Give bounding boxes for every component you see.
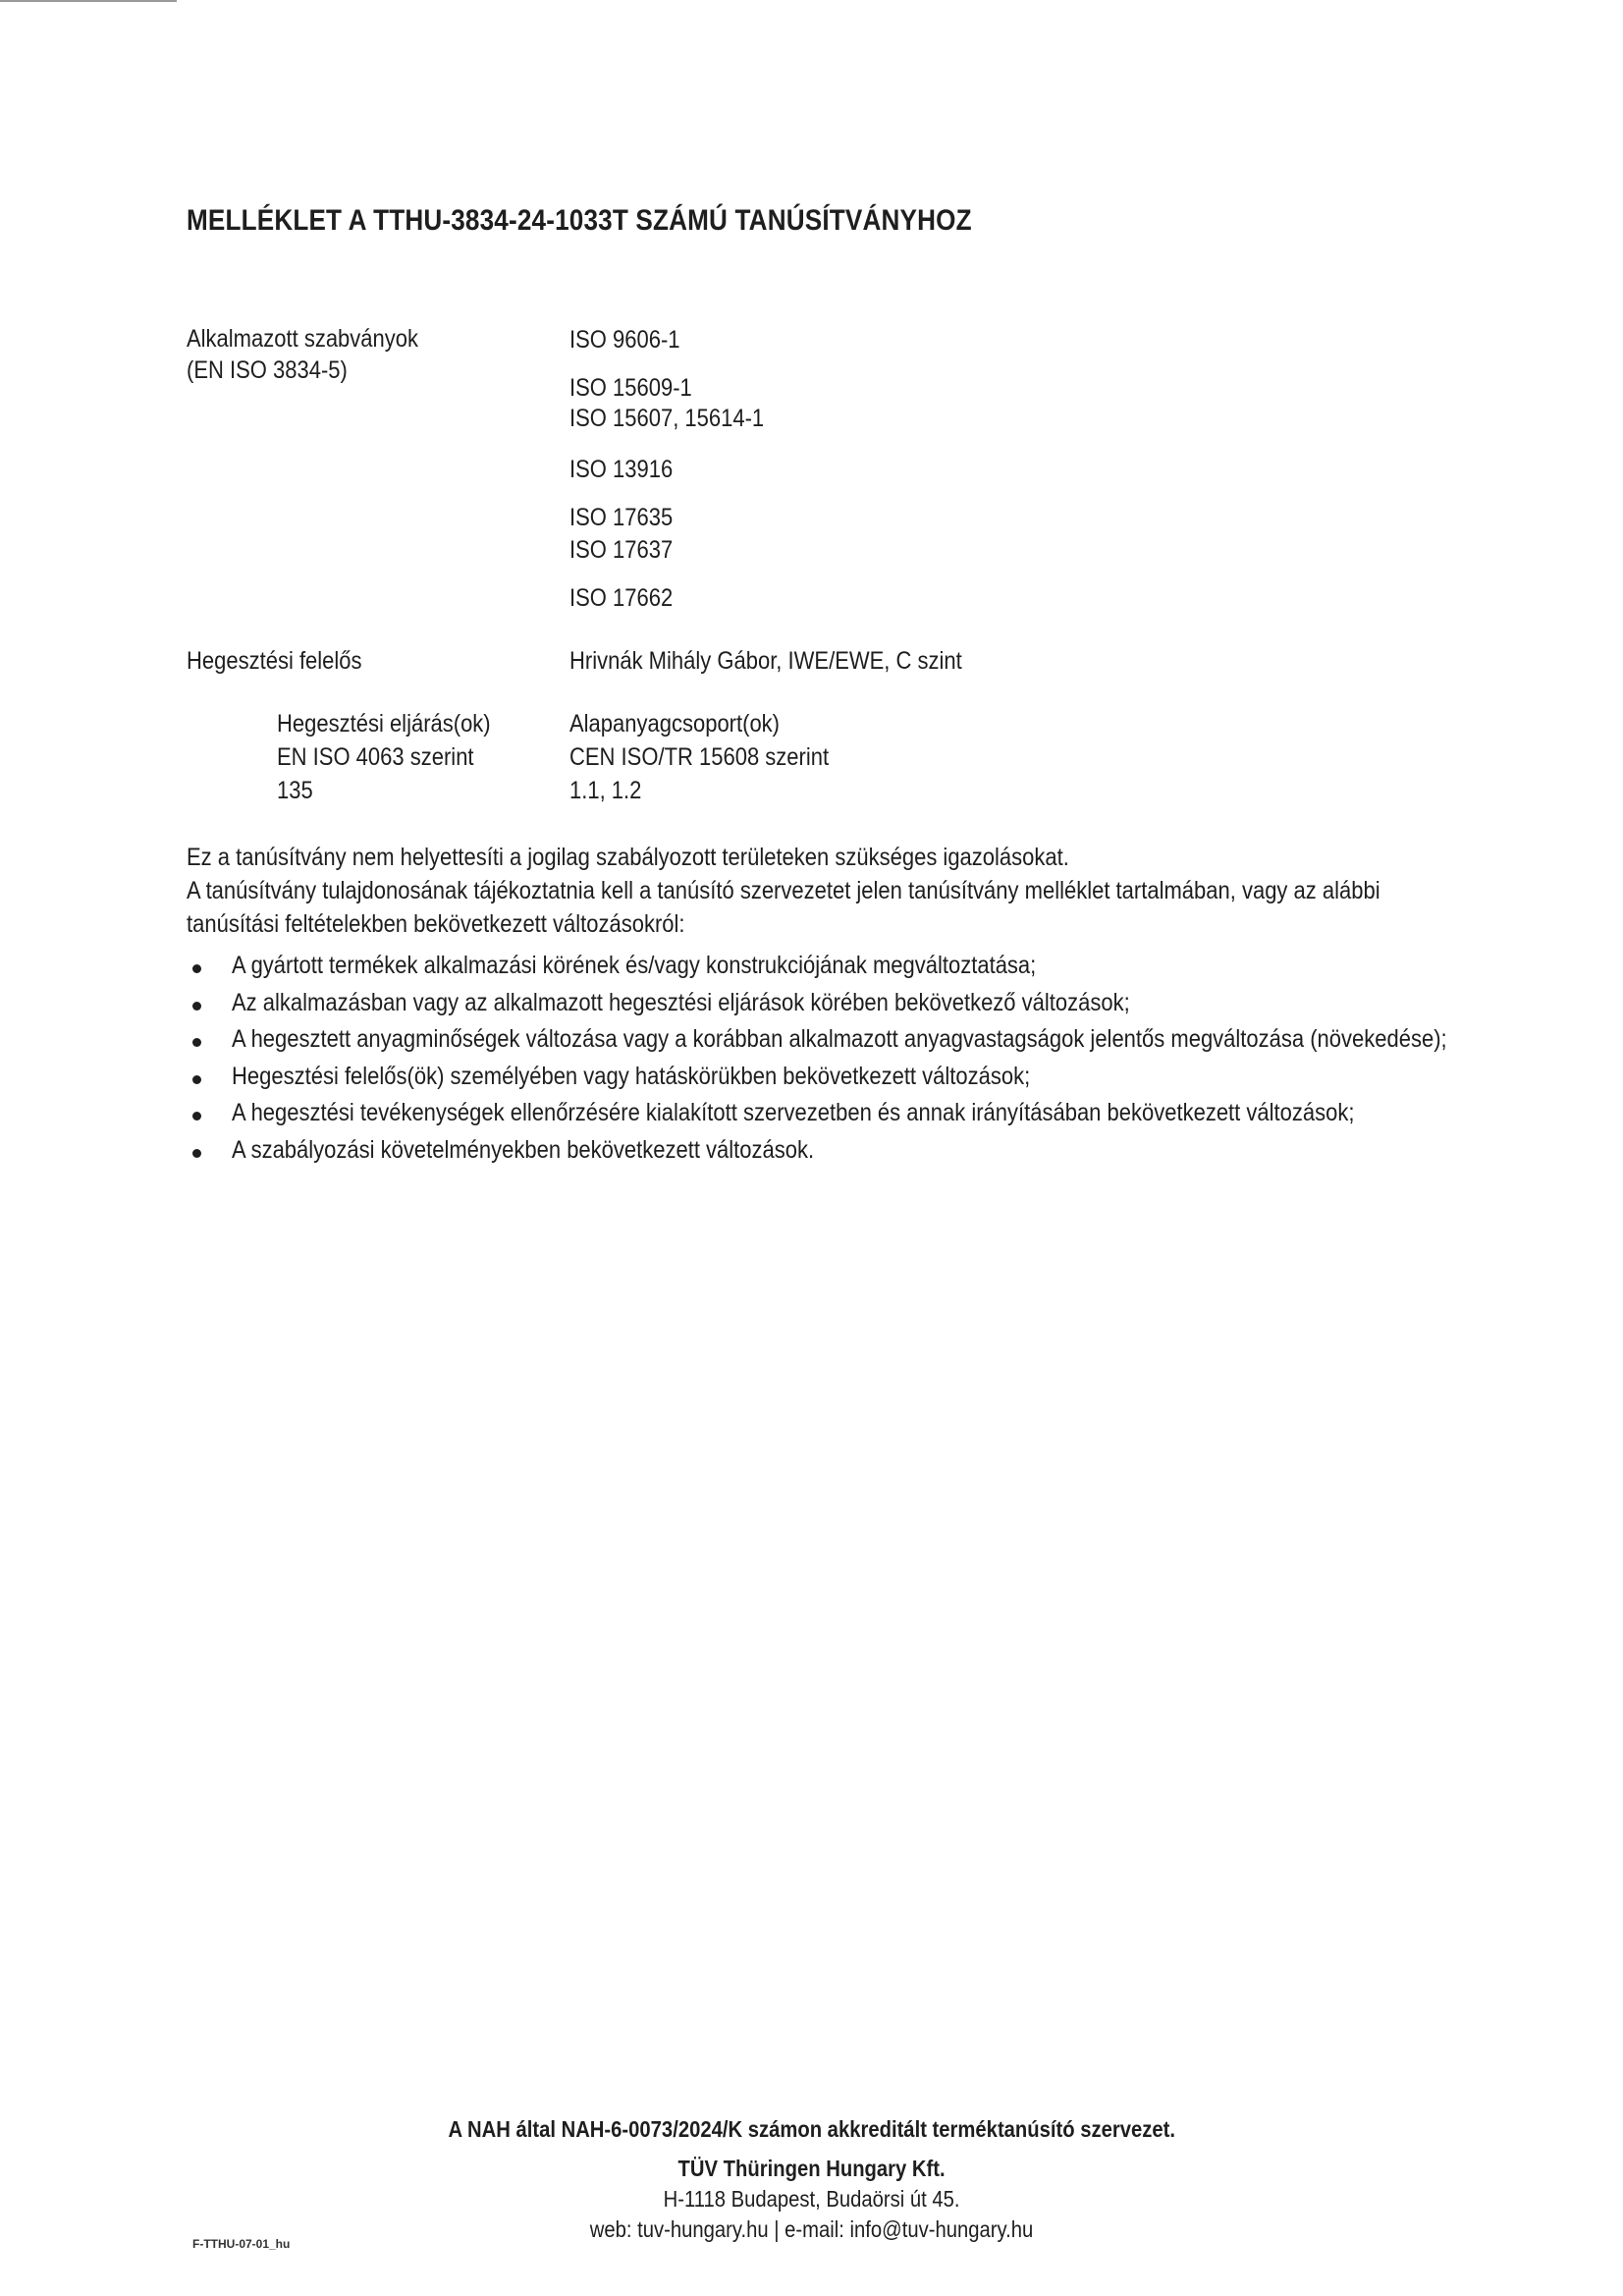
- material-standard: CEN ISO/TR 15608 szerint: [569, 743, 830, 771]
- bullet-icon: [192, 1075, 201, 1084]
- bullet-icon: [192, 1149, 201, 1158]
- list-item-text: Az alkalmazásban vagy az alkalmazott hegesztési eljárások körében bekövetkező változások;: [232, 988, 1130, 1016]
- bullet-icon: [192, 1112, 201, 1121]
- responsible-value: Hrivnák Mihály Gábor, IWE/EWE, C szint: [569, 647, 962, 675]
- material-header: Alapanyagcsoport(ok): [569, 710, 781, 738]
- list-item-text: A hegesztési tevékenységek ellenőrzésére kialakított szervezetben és annak irányításában bekövetkezett változások;: [232, 1099, 1355, 1126]
- standards-sublabel: (EN ISO 3834-5): [187, 356, 348, 384]
- bullet-icon: [192, 1038, 201, 1047]
- bullet-icon: [192, 1002, 201, 1011]
- top-rule: [0, 0, 177, 2]
- list-item-text: Hegesztési felelős(ök) személyében vagy hatáskörükben bekövetkezett változások;: [232, 1062, 1031, 1090]
- footer-accreditation-text: A NAH által NAH-6-0073/2024/K számon akkreditált terméktanúsító szervezet.: [448, 2116, 1175, 2142]
- standard-item: ISO 15607, 15614-1: [569, 405, 765, 432]
- form-code: F-TTHU-07-01_hu: [192, 2237, 291, 2251]
- list-item-text: A szabályozási követelményekben bekövetkezett változások.: [232, 1135, 815, 1164]
- standard-item: ISO 17662: [569, 584, 674, 612]
- page-title: MELLÉKLET A TTHU-3834-24-1033T SZÁMÚ TANÚSÍTVÁNYHOZ: [187, 204, 972, 237]
- standards-label: Alkalmazott szabványok: [187, 325, 419, 353]
- standard-item: ISO 17635: [569, 504, 674, 531]
- process-header: Hegesztési eljárás(ok): [277, 710, 491, 738]
- footer-address-text: H-1118 Budapest, Budaörsi út 45.: [663, 2186, 960, 2212]
- footer-accreditation: [0, 2115, 1623, 2143]
- standard-item: ISO 17637: [569, 536, 674, 564]
- list-item-text: A gyártott termékek alkalmazási körének és/vagy konstrukciójának megváltoztatása;: [232, 952, 1037, 979]
- process-value: 135: [277, 777, 313, 804]
- paragraph-line: A tanúsítvány tulajdonosának tájékoztatnia kell a tanúsító szervezetet jelen tanúsítvány melléklet tartalmában, vagy az alábbi: [187, 877, 1380, 904]
- standard-item: ISO 13916: [569, 456, 674, 483]
- footer-company-text: TÜV Thüringen Hungary Kft.: [677, 2156, 946, 2181]
- paragraph-line: tanúsítási feltételekben bekövetkezett változásokról:: [187, 910, 685, 938]
- standard-item: ISO 15609-1: [569, 374, 692, 402]
- footer-address: [0, 2185, 1623, 2213]
- material-value: 1.1, 1.2: [569, 777, 642, 804]
- list-item-text: A hegesztett anyagminőségek változása vagy a korábban alkalmazott anyagvastagságok jelentős megváltozása (növekedése);: [232, 1025, 1447, 1053]
- standard-item: ISO 9606-1: [569, 326, 680, 354]
- footer-contact-text: web: tuv-hungary.hu | e-mail: info@tuv-hungary.hu: [589, 2216, 1034, 2242]
- footer-company: [0, 2155, 1623, 2182]
- process-standard: EN ISO 4063 szerint: [277, 743, 474, 771]
- paragraph-line: Ez a tanúsítvány nem helyettesíti a jogilag szabályozott területeken szükséges igazolásokat.: [187, 844, 1069, 871]
- responsible-label: Hegesztési felelős: [187, 647, 362, 675]
- bullet-icon: [192, 964, 201, 973]
